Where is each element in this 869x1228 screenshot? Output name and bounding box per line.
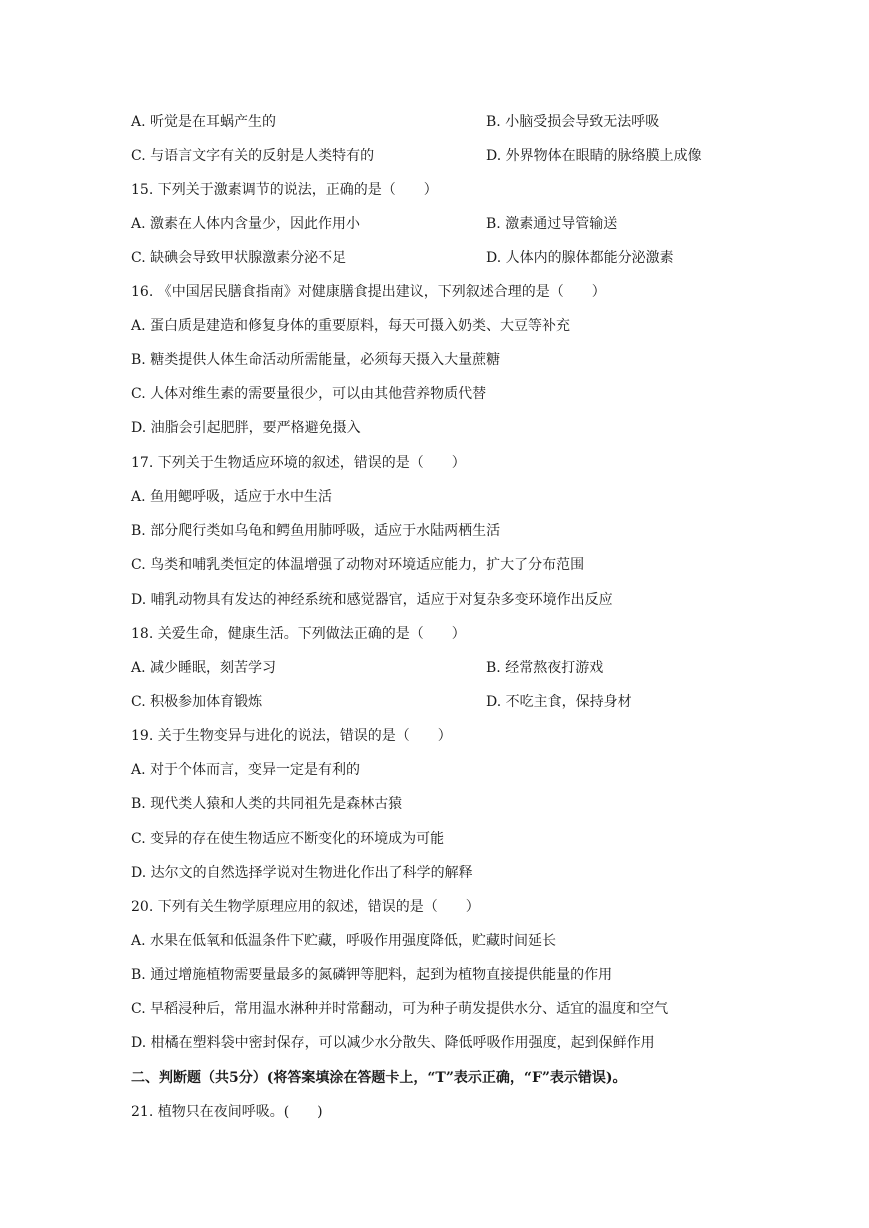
q14-option-c: C. 与语言文字有关的反射是人类特有的 <box>131 148 375 164</box>
q20-option-d: D. 柑橘在塑料袋中密封保存，可以减少水分散失、降低呼吸作用强度，起到保鲜作用 <box>131 1035 655 1051</box>
q20-stem: 20. 下列有关生物学原理应用的叙述，错误的是（ ） <box>131 899 480 915</box>
q19-stem: 19. 关于生物变异与进化的说法，错误的是（ ） <box>131 728 452 744</box>
q17-option-c: C. 鸟类和哺乳类恒定的体温增强了动物对环境适应能力，扩大了分布范围 <box>131 557 585 573</box>
q19-option-c: C. 变异的存在使生物适应不断变化的环境成为可能 <box>131 831 445 847</box>
q14-option-d: D. 外界物体在眼睛的脉络膜上成像 <box>486 148 702 164</box>
q17-stem: 17. 下列关于生物适应环境的叙述，错误的是（ ） <box>131 455 466 471</box>
q18-option-d: D. 不吃主食，保持身材 <box>486 694 632 710</box>
q15-option-b: B. 激素通过导管输送 <box>486 216 618 232</box>
q16-option-c: C. 人体对维生素的需要量很少，可以由其他营养物质代替 <box>131 386 487 402</box>
q15-stem: 15. 下列关于激素调节的说法，正确的是（ ） <box>131 182 438 198</box>
q18-option-a: A. 减少睡眠，刻苦学习 <box>131 660 277 676</box>
q19-option-d: D. 达尔文的自然选择学说对生物进化作出了科学的解释 <box>131 865 473 881</box>
q16-option-a: A. 蛋白质是建造和修复身体的重要原料，每天可摄入奶类、大豆等补充 <box>131 318 571 334</box>
q16-option-d: D. 油脂会引起肥胖，要严格避免摄入 <box>131 420 361 436</box>
q18-option-b: B. 经常熬夜打游戏 <box>486 660 604 676</box>
q19-option-a: A. 对于个体而言，变异一定是有利的 <box>131 762 361 778</box>
q14-option-a: A. 听觉是在耳蜗产生的 <box>131 114 277 130</box>
q14-option-b: B. 小脑受损会导致无法呼吸 <box>486 114 660 130</box>
q16-option-b: B. 糖类提供人体生命活动所需能量，必须每天摄入大量蔗糖 <box>131 352 501 368</box>
q15-option-a: A. 激素在人体内含量少，因此作用小 <box>131 216 361 232</box>
q20-option-a: A. 水果在低氧和低温条件下贮藏，呼吸作用强度降低，贮藏时间延长 <box>131 933 557 949</box>
q18-stem: 18. 关爱生命，健康生活。下列做法正确的是（ ） <box>131 626 466 642</box>
q15-option-d: D. 人体内的腺体都能分泌激素 <box>486 250 674 266</box>
q16-stem: 16. 《中国居民膳食指南》对健康膳食提出建议，下列叙述合理的是（ ） <box>131 284 606 300</box>
q19-option-b: B. 现代类人猿和人类的共同祖先是森林古猿 <box>131 796 403 812</box>
q17-option-b: B. 部分爬行类如乌龟和鳄鱼用肺呼吸，适应于水陆两栖生活 <box>131 523 501 539</box>
q15-option-c: C. 缺碘会导致甲状腺激素分泌不足 <box>131 250 347 266</box>
q17-option-d: D. 哺乳动物具有发达的神经系统和感觉器官，适应于对复杂多变环境作出反应 <box>131 592 613 608</box>
q20-option-b: B. 通过增施植物需要量最多的氮磷钾等肥料，起到为植物直接提供能量的作用 <box>131 967 613 983</box>
q20-option-c: C. 早稻浸种后，常用温水淋种并时常翻动，可为种子萌发提供水分、适宜的温度和空气 <box>131 1001 669 1017</box>
section-heading-true-false: 二、判断题（共5分）(将答案填涂在答题卡上，“T”表示正确，“F”表示错误)。 <box>131 1070 627 1086</box>
q18-option-c: C. 积极参加体育锻炼 <box>131 694 263 710</box>
q21-stem: 21. 植物只在夜间呼吸。( ) <box>131 1104 323 1120</box>
q17-option-a: A. 鱼用鳃呼吸，适应于水中生活 <box>131 489 333 505</box>
